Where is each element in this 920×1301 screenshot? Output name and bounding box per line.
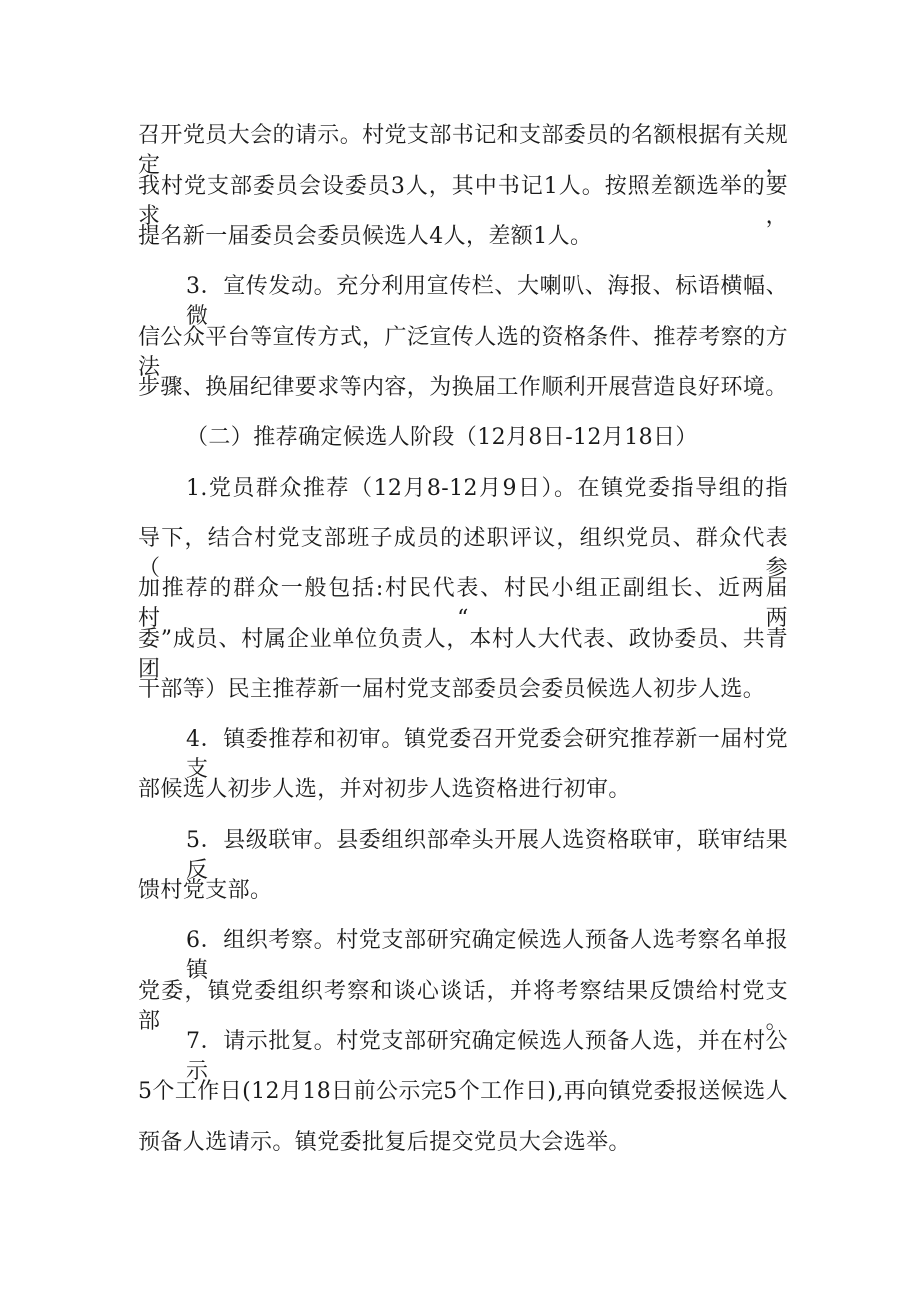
text-line: 5个工作日(12月18日前公示完5个工作日),再向镇党委报送候选人 bbox=[138, 1079, 788, 1104]
text-line: 召开党员大会的请示。村党支部书记和支部委员的名额根据有关规定， bbox=[138, 123, 788, 178]
text-line: 干部等）民主推荐新一届村党支部委员会委员候选人初步人选。 bbox=[138, 677, 766, 702]
paragraph-first-line: 7．请示批复。村党支部研究确定候选人预备人选，并在村公示 bbox=[186, 1029, 788, 1084]
paragraph-first-line: 4．镇委推荐和初审。镇党委召开党委会研究推荐新一届村党支 bbox=[186, 727, 788, 782]
text-line: 党委，镇党委组织考察和谈心谈话，并将考察结果反馈给村党支部。 bbox=[138, 979, 788, 1034]
text-line: 步骤、换届纪律要求等内容，为换届工作顺利开展营造良好环境。 bbox=[138, 375, 788, 400]
paragraph-first-line: 1.党员群众推荐（12月8-12月9日）。在镇党委指导组的指 bbox=[186, 476, 788, 501]
text-line: 馈村党支部。 bbox=[138, 878, 273, 903]
text-line: 预备人选请示。镇党委批复后提交党员大会选举。 bbox=[138, 1130, 631, 1155]
text-line: 加推荐的群众一般包括:村民代表、村民小组正副组长、近两届村“两 bbox=[138, 576, 788, 631]
text-line: 信公众平台等宣传方式，广泛宣传人选的资格条件、推荐考察的方法 bbox=[138, 325, 788, 380]
paragraph-first-line: 3．宣传发动。充分利用宣传栏、大喇叭、海报、标语横幅、微 bbox=[186, 274, 788, 329]
paragraph-first-line: 6．组织考察。村党支部研究确定候选人预备人选考察名单报镇 bbox=[186, 928, 788, 983]
section-heading: （二）推荐确定候选人阶段（12月8日-12月18日） bbox=[186, 425, 698, 450]
paragraph-first-line: 5．县级联审。县委组织部牵头开展人选资格联审，联审结果反 bbox=[186, 828, 788, 883]
text-line: 提名新一届委员会委员候选人4人，差额1人。 bbox=[138, 224, 593, 249]
text-line: 导下，结合村党支部班子成员的述职评议，组织党员、群众代表（参 bbox=[138, 526, 788, 581]
text-line: 部候选人初步人选，并对初步人选资格进行初审。 bbox=[138, 777, 631, 802]
text-line: 我村党支部委员会设委员3人，其中书记1人。按照差额选举的要求， bbox=[138, 174, 788, 229]
text-line: 委”成员、村属企业单位负责人，本村人大代表、政协委员、共青团 bbox=[138, 627, 788, 682]
